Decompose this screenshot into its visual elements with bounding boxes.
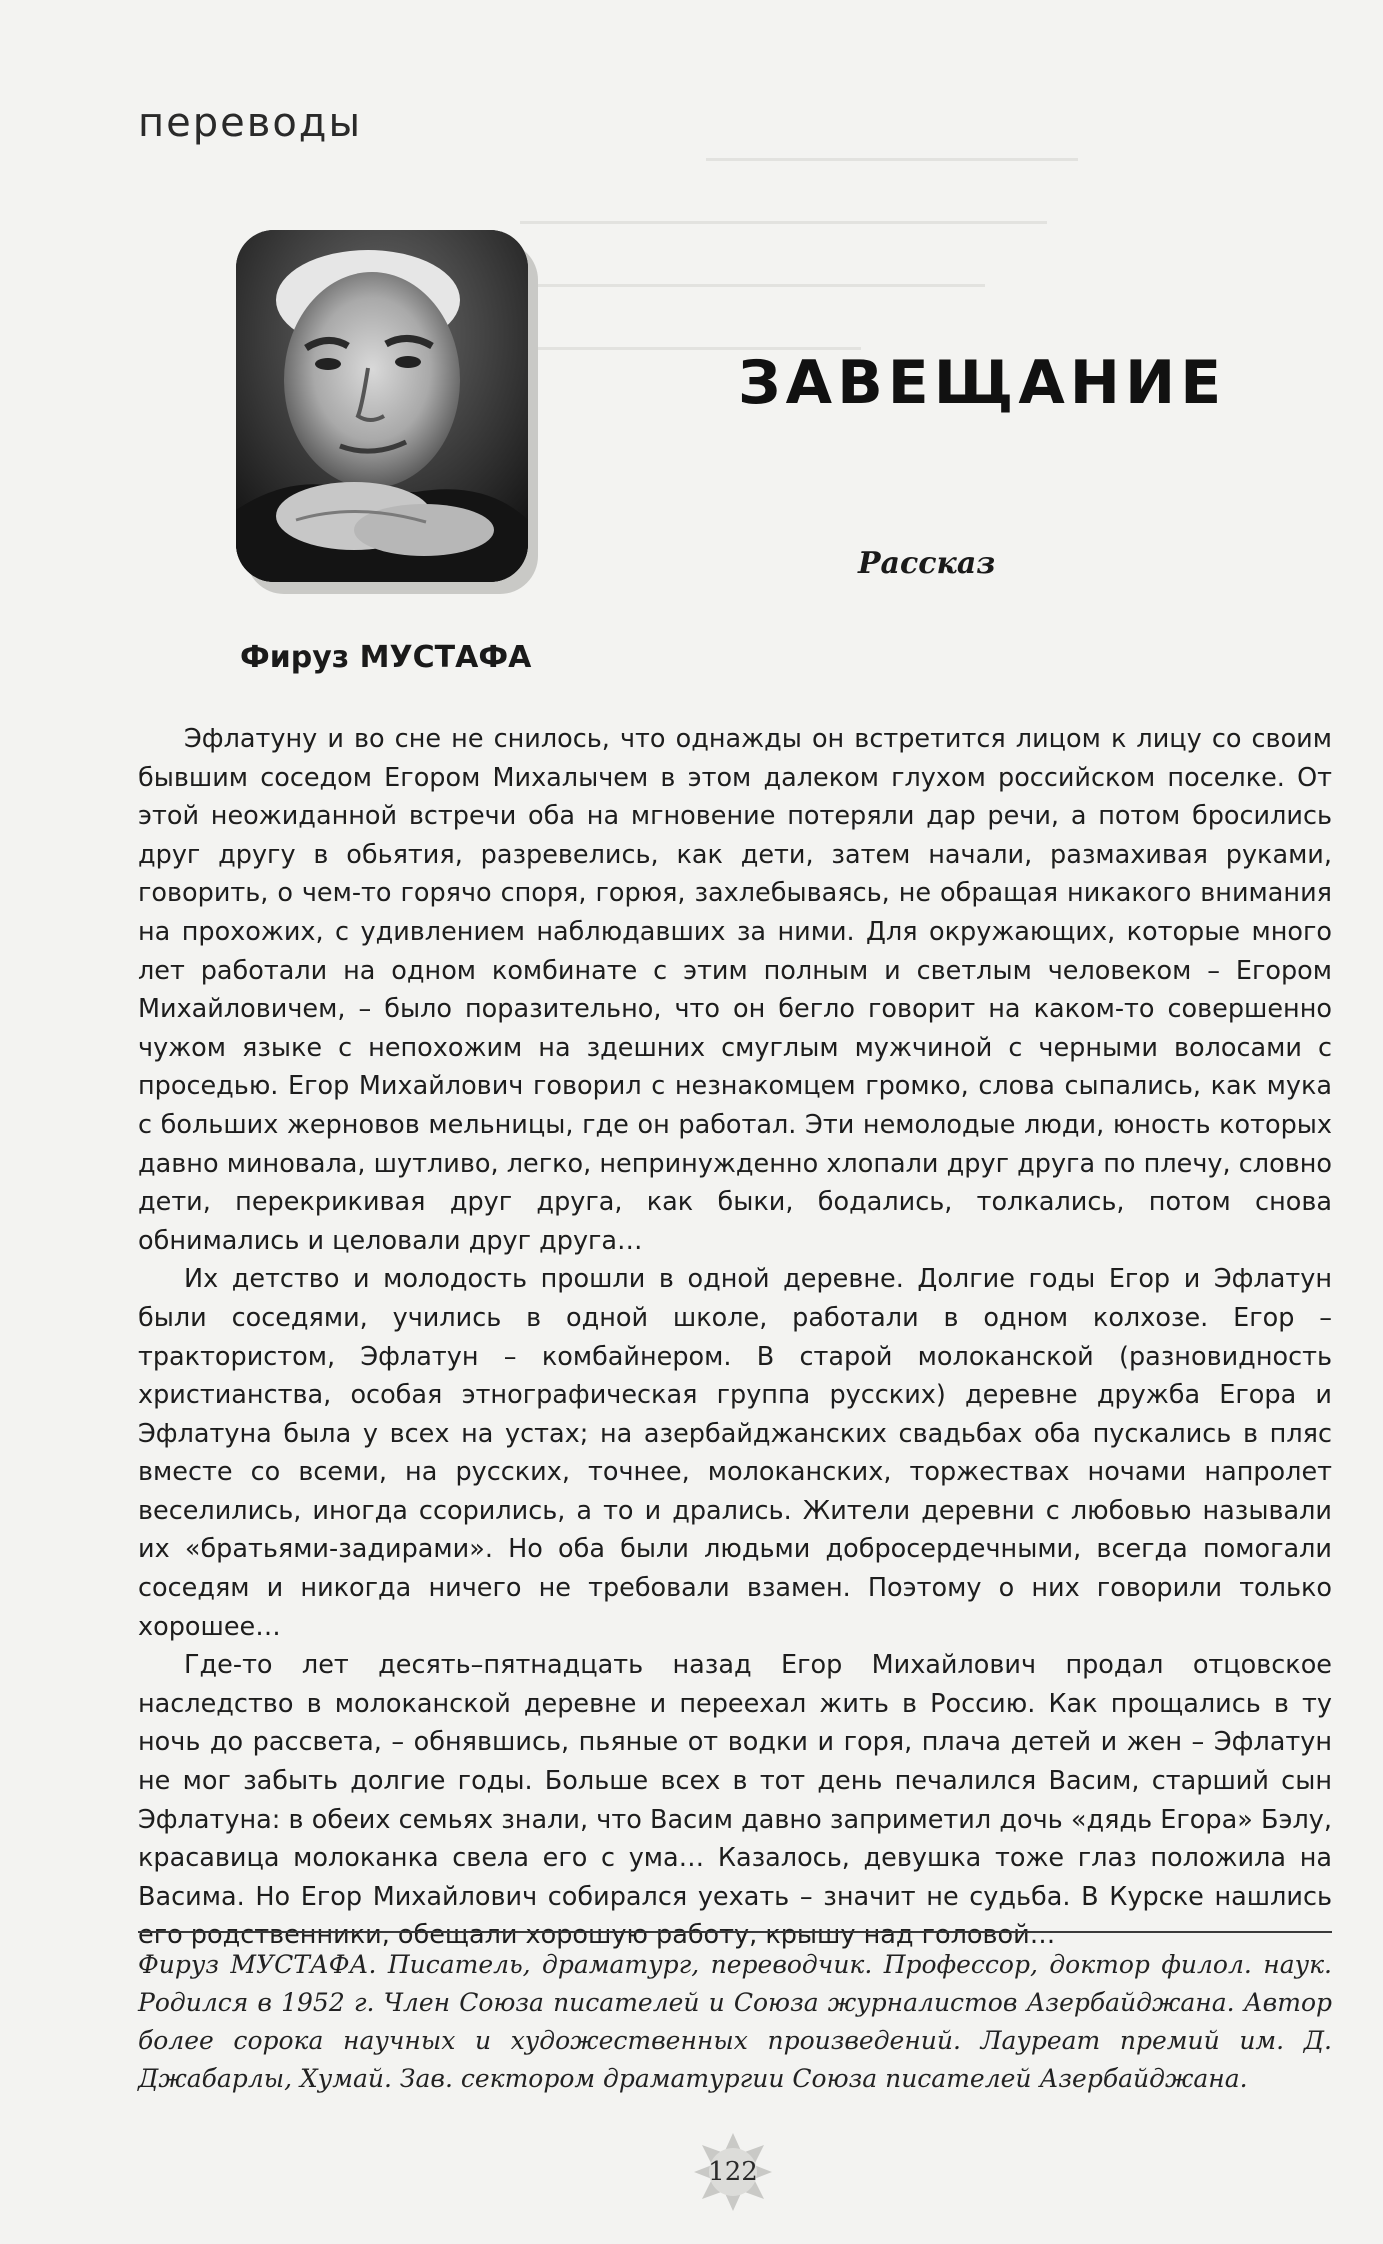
author-name: Фируз МУСТАФА xyxy=(240,640,532,675)
story-body xyxy=(138,720,1332,1955)
story-genre: Рассказ xyxy=(858,546,996,581)
footnote-divider xyxy=(138,1931,1332,1933)
paragraph: Их детство и молодость прошли в одной деревне. Долгие годы Егор и Эфлатун были соседями, учились в одной школе, работали в одном колхозе. Егор – трактористом, Эфлатун – комбайнером. В старой молоканской (разновидность христианства, особая этнографическая группа русских) деревне дружба Егора и Эфлатуна была у всех на устах; на азербайджанских свадьбах оба пускались в пляс вместе со всеми, на русских, точнее, молоканских, торжествах ночами напролет веселились, иногда ссорились, а то и дрались. Жители деревни с любовью называли их «братьями-задирами». Но оба были людьми добросердечными, всегда помогали соседям и никогда ничего не требовали взамен. Поэтому о них говорили только хорошее… xyxy=(138,1264,1332,1642)
story-title: ЗАВЕЩАНИЕ xyxy=(738,348,1227,418)
section-label: переводы xyxy=(138,100,363,146)
author-footnote: Фируз МУСТАФА. Писатель, драматург, переводчик. Профессор, доктор филол. наук. Родился в 1952 г. Член Союза писателей и Союза журналистов Азербайджана. Автор более сорока научных и художественных произведений. Лауреат премий им. Д. Джабарлы, Хумай. Зав. сектором драматургии Союза писателей Азербайджана. xyxy=(138,1950,1332,2093)
page-number-badge xyxy=(692,2131,774,2213)
paragraph: Где-то лет десять–пятнадцать назад Егор Михайлович продал отцовское наследство в молоканской деревне и переехал жить в Россию. Как прощались в ту ночь до рассвета, – обнявшись, пьяные от водки и горя, плача детей и жен – Эфлатун не мог забыть долгие годы. Больше всех в тот день печалился Васим, старший сын Эфлатуна: в обеих семьях знали, что Васим давно заприметил дочь «дядь Егора» Бэлу, красавица молоканка свела его с ума… Казалось, девушка тоже глаз положила на Васима. Но Егор Михайлович собирался уехать – значит не судьба. В Курске нашлись его родственники, обещали хорошую работу, крышу над головой… xyxy=(138,1650,1332,1951)
page-number: 122 xyxy=(708,2157,758,2187)
portrait-illustration xyxy=(236,230,528,582)
paragraph: Эфлатуну и во сне не снилось, что однажды он встретится лицом к лицу со своим бывшим соседом Егором Михалычем в этом далеком глухом российском поселке. От этой неожиданной встречи оба на мгновение потеряли дар речи, а потом бросились друг другу в обьятия, разревелись, как дети, затем начали, размахивая руками, говорить, о чем-то горячо споря, горюя, захлебываясь, не обращая никакого внимания на прохожих, с удивлением наблюдавших за ними. Для окружающих, которые много лет работали на одном комбинате с этим полным и светлым человеком – Егором Михайловичем, – было поразительно, что он бегло говорит на каком-то совершенно чужом языке с непохожим на здешних смуглым мужчиной с черными волосами с проседью. Егор Михайлович говорил с незнакомцем громко, слова сыпались, как мука с больших жерновов мельницы, где он работал. Эти немолодые люди, юность которых давно миновала, шутливо, легко, непринужденно хлопали друг друга по плечу, словно дети, перекрикивая друг друга, как быки, бодались, толкались, потом снова обнимались и целовали друг друга… xyxy=(138,724,1332,1256)
author-photo xyxy=(236,230,528,582)
